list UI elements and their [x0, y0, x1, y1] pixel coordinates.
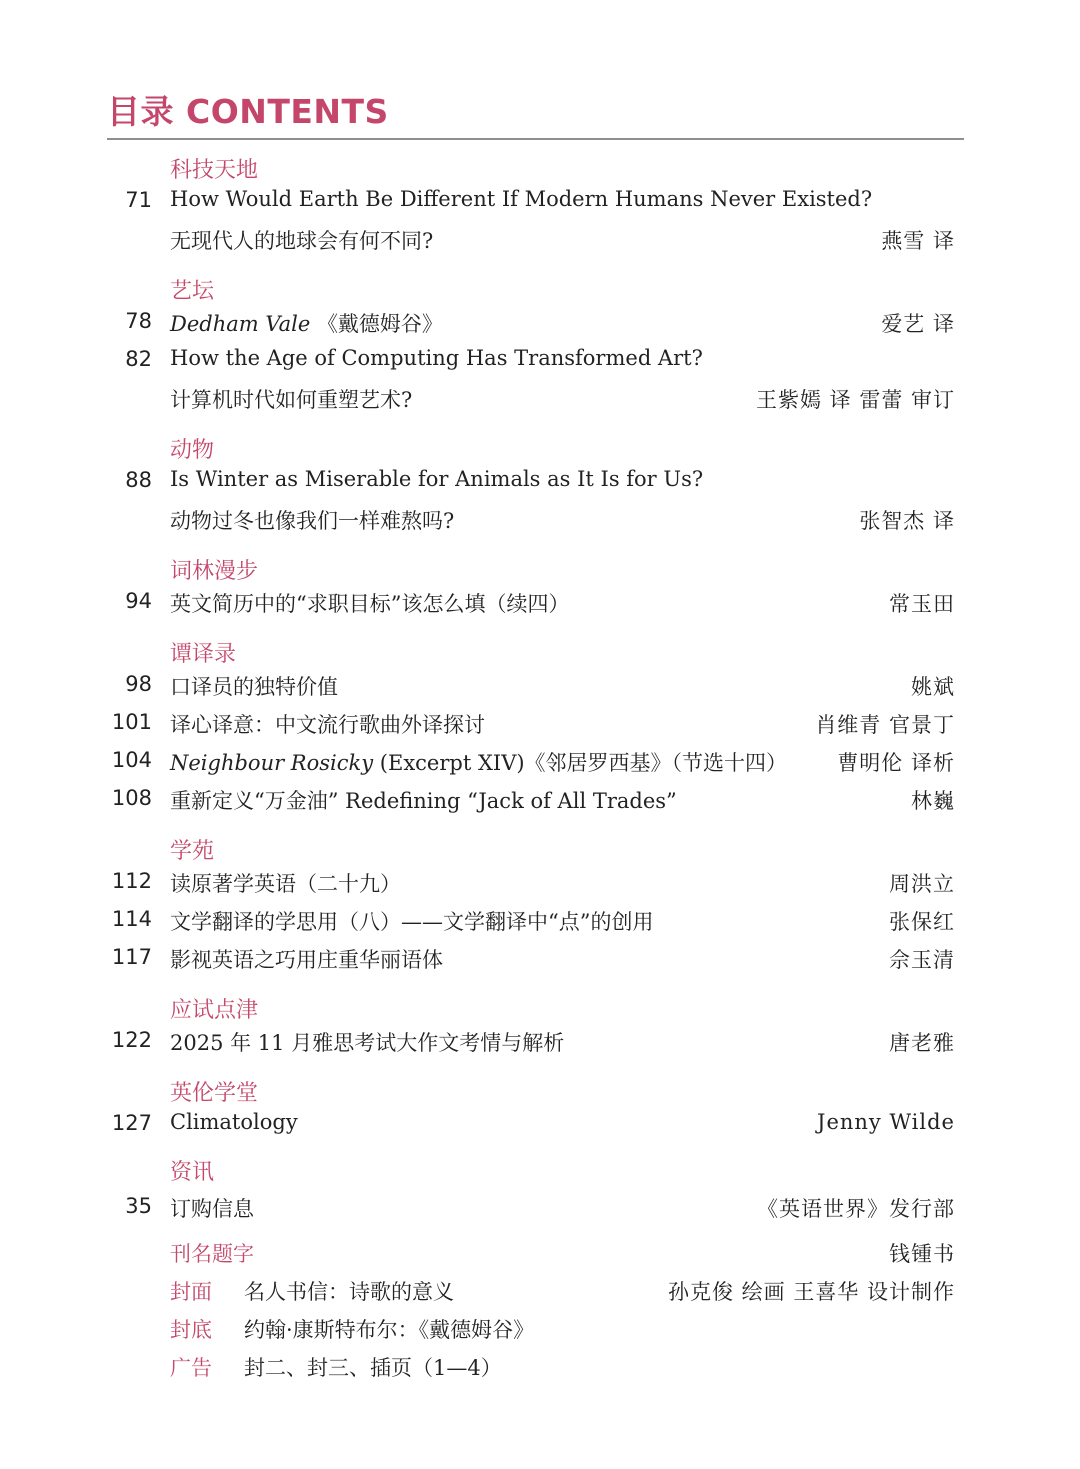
entry-author: 《英语世界》发行部	[757, 1197, 955, 1221]
credit-value: 孙克俊 绘画 王喜华 设计制作	[667, 1280, 955, 1304]
entry-title: Is Winter as Miserable for Animals as It Is for Us?	[170, 467, 704, 491]
entry-author: 燕雪 译	[881, 229, 955, 253]
entry-title: 文学翻译的学思用（八）——文学翻译中“点”的创用	[170, 910, 654, 934]
section-heading: 学苑	[170, 839, 215, 864]
toc-entry[interactable]	[0, 865, 1080, 899]
page-number: 71	[125, 188, 152, 212]
entry-author: Jenny Wilde	[817, 1110, 955, 1134]
entry-title-cn: 《戴德姆谷》	[316, 312, 443, 336]
toc-entry[interactable]	[0, 305, 1080, 339]
entry-title: 口译员的独特价值	[170, 675, 338, 699]
page-number: 82	[125, 347, 152, 371]
section-heading: 英伦学堂	[170, 1081, 259, 1106]
page-number: 108	[111, 786, 152, 810]
entry-title	[170, 308, 443, 338]
toc-entry[interactable]	[0, 941, 1080, 975]
page-number: 94	[125, 589, 152, 613]
credit-title: 名人书信：诗歌的意义	[244, 1280, 454, 1304]
credit-label: 封面	[170, 1280, 212, 1304]
entry-author: 肖维青 官景丁	[815, 713, 955, 737]
toc-entry[interactable]	[0, 1190, 1080, 1224]
entry-author: 姚斌	[911, 675, 955, 699]
page-number: 114	[111, 907, 152, 931]
toc-entry[interactable]	[0, 706, 1080, 740]
section-heading: 谭译录	[170, 642, 237, 667]
entry-title: 动物过冬也像我们一样难熬吗?	[170, 509, 455, 533]
page-number: 117	[111, 945, 152, 969]
page-number: 35	[125, 1194, 152, 1218]
section-heading: 动物	[170, 438, 215, 463]
toc-entry-subtitle[interactable]	[0, 222, 1080, 256]
credit-value: 钱锺书	[889, 1242, 955, 1266]
toc-entry[interactable]	[0, 744, 1080, 778]
entry-author: 林巍	[911, 789, 955, 813]
toc-entry-subtitle[interactable]	[0, 502, 1080, 536]
entry-title-italic: Neighbour Rosicky	[170, 751, 374, 775]
entry-title: 影视英语之巧用庄重华丽语体	[170, 948, 443, 972]
entry-author: 张智杰 译	[859, 509, 955, 533]
entry-author: 张保红	[889, 910, 955, 934]
entry-title: 2025 年 11 月雅思考试大作文考情与解析	[170, 1031, 565, 1055]
entry-author: 常玉田	[889, 592, 955, 616]
page-title: 目录 CONTENTS	[107, 92, 389, 131]
credit-back-cover	[0, 1311, 1080, 1345]
page-number: 101	[111, 710, 152, 734]
entry-title	[170, 747, 787, 777]
credit-calligraphy	[0, 1235, 1080, 1269]
toc-entry-subtitle[interactable]	[0, 381, 1080, 415]
page-number: 122	[111, 1028, 152, 1052]
toc-entry[interactable]	[0, 668, 1080, 702]
section-heading: 应试点津	[170, 998, 259, 1023]
section-heading: 资讯	[170, 1160, 215, 1185]
entry-title: How the Age of Computing Has Transformed Art?	[170, 346, 703, 370]
section-heading: 词林漫步	[170, 559, 259, 584]
page-number: 98	[125, 672, 152, 696]
section-heading: 艺坛	[170, 279, 215, 304]
entry-title: Climatology	[170, 1110, 298, 1134]
toc-entry[interactable]	[0, 343, 1080, 377]
toc-entry[interactable]	[0, 1024, 1080, 1058]
entry-title: 无现代人的地球会有何不同?	[170, 229, 434, 253]
entry-author: 周洪立	[889, 872, 955, 896]
credit-label: 广告	[170, 1356, 212, 1380]
credit-title: 封二、封三、插页（1—4）	[244, 1356, 502, 1380]
page-number: 104	[111, 748, 152, 772]
credit-label: 刊名题字	[170, 1242, 254, 1266]
toc-entry[interactable]	[0, 1107, 1080, 1141]
credit-cover	[0, 1273, 1080, 1307]
entry-title: 译心译意：中文流行歌曲外译探讨	[170, 713, 485, 737]
toc-entry[interactable]	[0, 782, 1080, 816]
entry-title: 英文简历中的“求职目标”该怎么填（续四）	[170, 592, 570, 616]
page-number: 78	[125, 309, 152, 333]
credit-title: 约翰·康斯特布尔：《戴德姆谷》	[244, 1318, 535, 1342]
entry-author: 唐老雅	[889, 1031, 955, 1055]
toc-entry[interactable]	[0, 585, 1080, 619]
toc-entry[interactable]	[0, 184, 1080, 218]
page-number: 127	[111, 1111, 152, 1135]
entry-title: 重新定义“万金油” Redefining “Jack of All Trades”	[170, 789, 677, 813]
entry-title-italic: Dedham Vale	[170, 312, 311, 336]
title-divider	[107, 138, 964, 140]
entry-title: 读原著学英语（二十九）	[170, 872, 401, 896]
entry-title-cn: (Excerpt XIV)《邻居罗西基》（节选十四）	[379, 751, 788, 775]
entry-author: 曹明伦 译析	[837, 751, 955, 775]
entry-author: 爱艺 译	[881, 312, 955, 336]
page-number: 88	[125, 468, 152, 492]
toc-entry[interactable]	[0, 464, 1080, 498]
entry-title: How Would Earth Be Different If Modern Humans Never Existed?	[170, 187, 873, 211]
credit-ads	[0, 1349, 1080, 1383]
credit-label: 封底	[170, 1318, 212, 1342]
toc-entry[interactable]	[0, 903, 1080, 937]
page-number: 112	[111, 869, 152, 893]
entry-author: 王紫嫣 译 雷蕾 审订	[755, 388, 955, 412]
section-heading: 科技天地	[170, 158, 259, 183]
entry-author: 佘玉清	[889, 948, 955, 972]
entry-title: 订购信息	[170, 1197, 254, 1221]
entry-title: 计算机时代如何重塑艺术?	[170, 388, 413, 412]
